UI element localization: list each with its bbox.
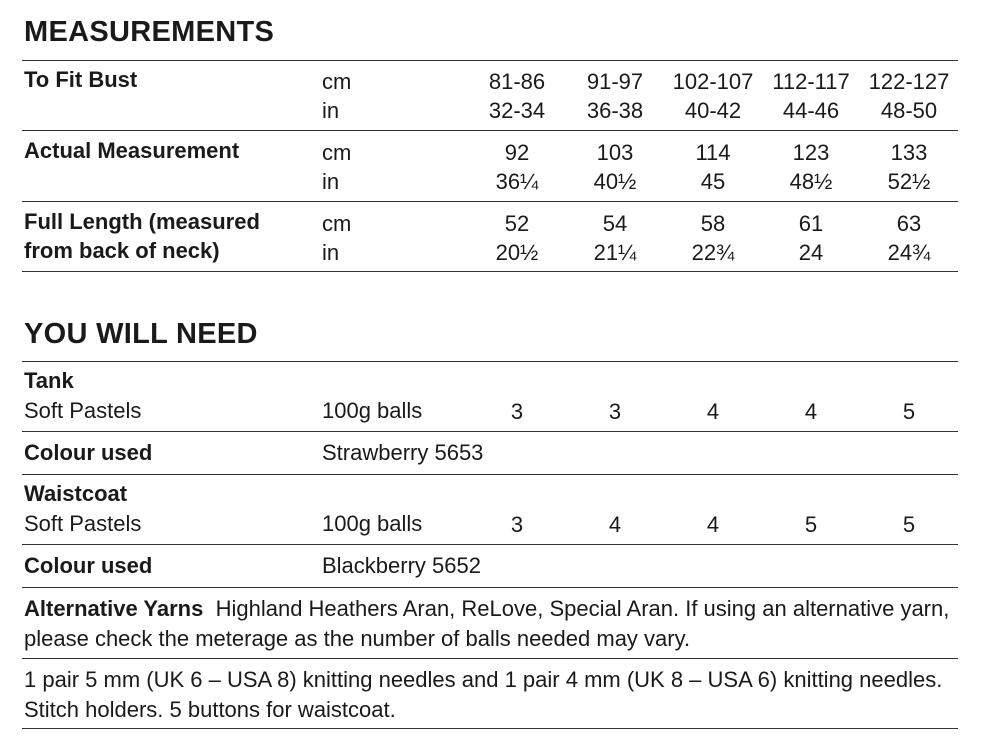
length-cell: 63 — [896, 211, 922, 236]
alternative-yarns-note — [24, 594, 954, 654]
size-cell: 32-34 — [488, 98, 546, 123]
length-cell: 24 — [798, 240, 824, 265]
waistcoat-yarn: Soft Pastels — [24, 511, 142, 536]
measure-cell: 52½ — [887, 169, 931, 194]
row-label-actual-measurement: Actual Measurement — [24, 138, 240, 163]
size-cell: 44-46 — [782, 98, 840, 123]
size-cell: 48-50 — [880, 98, 938, 123]
you-will-need-heading: YOU WILL NEED — [24, 318, 258, 350]
unit-in: in — [322, 98, 340, 123]
length-cell: 21¼ — [593, 240, 637, 265]
size-cell: 112-117 — [772, 69, 850, 94]
measure-cell: 45 — [700, 169, 726, 194]
size-cell: 40-42 — [684, 98, 742, 123]
size-cell: 102-107 — [672, 69, 754, 94]
unit-cm: cm — [322, 69, 352, 94]
measure-cell: 103 — [596, 140, 634, 165]
tank-yarn: Soft Pastels — [24, 398, 142, 423]
tank-balls-cell: 5 — [902, 399, 916, 424]
waistcoat-balls-cell: 4 — [608, 512, 622, 537]
tank-title: Tank — [24, 368, 74, 393]
measure-cell: 36¼ — [495, 169, 539, 194]
row-label-full-length-2: from back of neck) — [24, 238, 220, 263]
tank-balls-cell: 3 — [608, 399, 622, 424]
divider — [22, 130, 958, 131]
waistcoat-colour-value: Blackberry 5652 — [322, 553, 481, 578]
measurements-heading: MEASUREMENTS — [24, 16, 275, 48]
divider — [22, 431, 958, 432]
row-label-to-fit-bust: To Fit Bust — [24, 67, 138, 92]
measure-cell: 123 — [792, 140, 830, 165]
unit-cm: cm — [322, 211, 352, 236]
length-cell: 54 — [602, 211, 628, 236]
measure-cell: 48½ — [789, 169, 833, 194]
divider — [22, 587, 958, 588]
length-cell: 24¾ — [887, 240, 931, 265]
divider — [22, 474, 958, 475]
unit-in: in — [322, 240, 340, 265]
size-cell: 91-97 — [586, 69, 644, 94]
unit-cm: cm — [322, 140, 352, 165]
divider — [22, 728, 958, 729]
tank-colour-label: Colour used — [24, 440, 153, 465]
size-cell: 36-38 — [586, 98, 644, 123]
size-cell: 81-86 — [488, 69, 546, 94]
tank-colour-value: Strawberry 5653 — [322, 440, 484, 465]
unit-in: in — [322, 169, 340, 194]
alternative-yarns-label: Alternative Yarns — [24, 596, 204, 621]
waistcoat-balls-cell: 3 — [510, 512, 524, 537]
length-cell: 58 — [700, 211, 726, 236]
divider — [22, 658, 958, 659]
tank-balls-cell: 4 — [804, 399, 818, 424]
length-cell: 22¾ — [691, 240, 735, 265]
measure-cell: 133 — [890, 140, 928, 165]
divider — [22, 60, 958, 61]
waistcoat-balls-cell: 5 — [902, 512, 916, 537]
length-cell: 52 — [504, 211, 530, 236]
tank-unit: 100g balls — [322, 398, 423, 423]
waistcoat-unit: 100g balls — [322, 511, 423, 536]
tank-balls-cell: 3 — [510, 399, 524, 424]
length-cell: 20½ — [495, 240, 539, 265]
measure-cell: 40½ — [593, 169, 637, 194]
waistcoat-colour-label: Colour used — [24, 553, 153, 578]
waistcoat-balls-cell: 5 — [804, 512, 818, 537]
measure-cell: 114 — [695, 140, 731, 165]
divider — [22, 271, 958, 272]
alternative-yarns-text: Highland Heathers Aran, ReLove, Special Aran. If using an alternative yarn, please check the meterage as the number of balls needed may vary. — [24, 596, 950, 651]
waistcoat-balls-cell: 4 — [706, 512, 720, 537]
needles-note: 1 pair 5 mm (UK 6 – USA 8) knitting needles and 1 pair 4 mm (UK 8 – USA 6) knitting needles. Stitch holders. 5 buttons for waistcoat. — [24, 667, 943, 722]
waistcoat-title: Waistcoat — [24, 481, 128, 506]
length-cell: 61 — [798, 211, 824, 236]
divider — [22, 361, 958, 362]
divider — [22, 544, 958, 545]
size-cell: 122-127 — [868, 69, 950, 94]
row-label-full-length: Full Length (measured — [24, 209, 260, 234]
tank-balls-cell: 4 — [706, 399, 720, 424]
measure-cell: 92 — [504, 140, 530, 165]
divider — [22, 201, 958, 202]
